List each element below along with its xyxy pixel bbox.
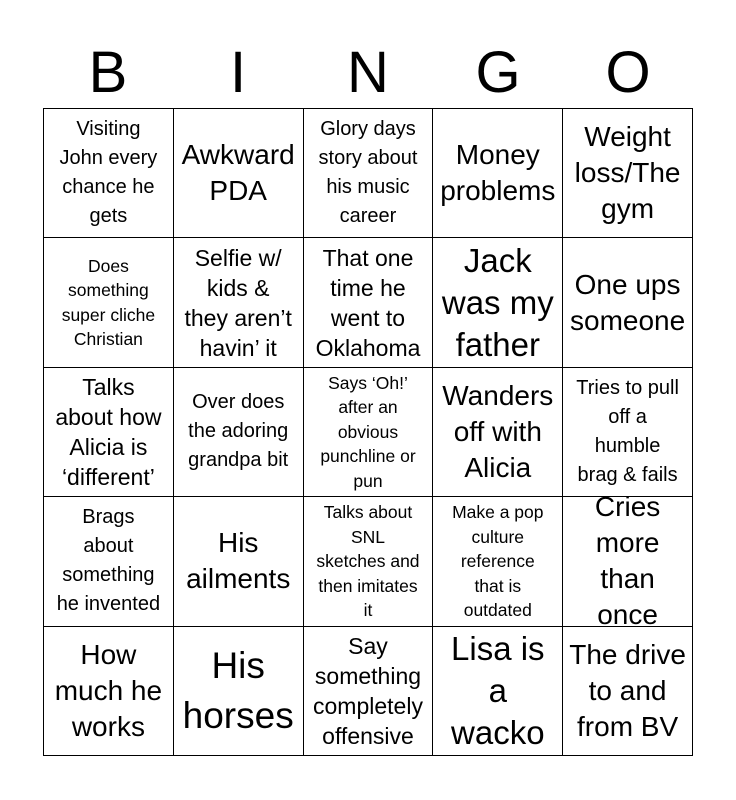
bingo-cell-r4c2[interactable]: His ailments xyxy=(174,497,304,626)
header-letter-g: G xyxy=(475,40,521,105)
bingo-cell-r5c3[interactable]: Say something completely offensive xyxy=(304,627,434,756)
bingo-cell-r4c1[interactable]: Brags about something he invented xyxy=(44,497,174,626)
bingo-cell-r4c4[interactable]: Make a pop culture reference that is outdated xyxy=(433,497,563,626)
bingo-cell-r5c5[interactable]: The drive to and from BV xyxy=(563,627,693,756)
bingo-cell-r2c4[interactable]: Jack was my father xyxy=(433,238,563,367)
bingo-cell-r4c3[interactable]: Talks about SNL sketches and then imitates it xyxy=(304,497,434,626)
bingo-cell-r2c3[interactable]: That one time he went to Oklahoma xyxy=(304,238,434,367)
bingo-cell-r2c1[interactable]: Does something super cliche Christian xyxy=(44,238,174,367)
header-letter-o: O xyxy=(605,40,651,105)
bingo-cell-r5c2[interactable]: His horses xyxy=(174,627,304,756)
bingo-cell-r1c2[interactable]: Awkward PDA xyxy=(174,109,304,238)
bingo-cell-r1c3[interactable]: Glory days story about his music career xyxy=(304,109,434,238)
bingo-cell-r5c4[interactable]: Lisa is a wacko xyxy=(433,627,563,756)
bingo-cell-r1c4[interactable]: Money problems xyxy=(433,109,563,238)
bingo-cell-r1c1[interactable]: Visiting John every chance he gets xyxy=(44,109,174,238)
bingo-cell-r3c1[interactable]: Talks about how Alicia is ‘different’ xyxy=(44,368,174,497)
header-letter-n: N xyxy=(347,40,389,105)
bingo-cell-r4c5[interactable]: Cries more than once xyxy=(563,497,693,626)
bingo-cell-r2c5[interactable]: One ups someone xyxy=(563,238,693,367)
header-letter-b: B xyxy=(88,40,128,105)
bingo-cell-r1c5[interactable]: Weight loss/The gym xyxy=(563,109,693,238)
header-letter-i: I xyxy=(229,40,247,105)
bingo-cell-r3c2[interactable]: Over does the adoring grandpa bit xyxy=(174,368,304,497)
bingo-header xyxy=(43,40,693,106)
bingo-cell-r3c4[interactable]: Wanders off with Alicia xyxy=(433,368,563,497)
bingo-cell-r3c3[interactable]: Says ‘Oh!’ after an obvious punchline or pun xyxy=(304,368,434,497)
bingo-card-grid xyxy=(43,108,693,756)
bingo-cell-r2c2[interactable]: Selfie w/ kids & they aren’t havin’ it xyxy=(174,238,304,367)
bingo-cell-r3c5[interactable]: Tries to pull off a humble brag & fails xyxy=(563,368,693,497)
bingo-cell-r5c1[interactable]: How much he works xyxy=(44,627,174,756)
